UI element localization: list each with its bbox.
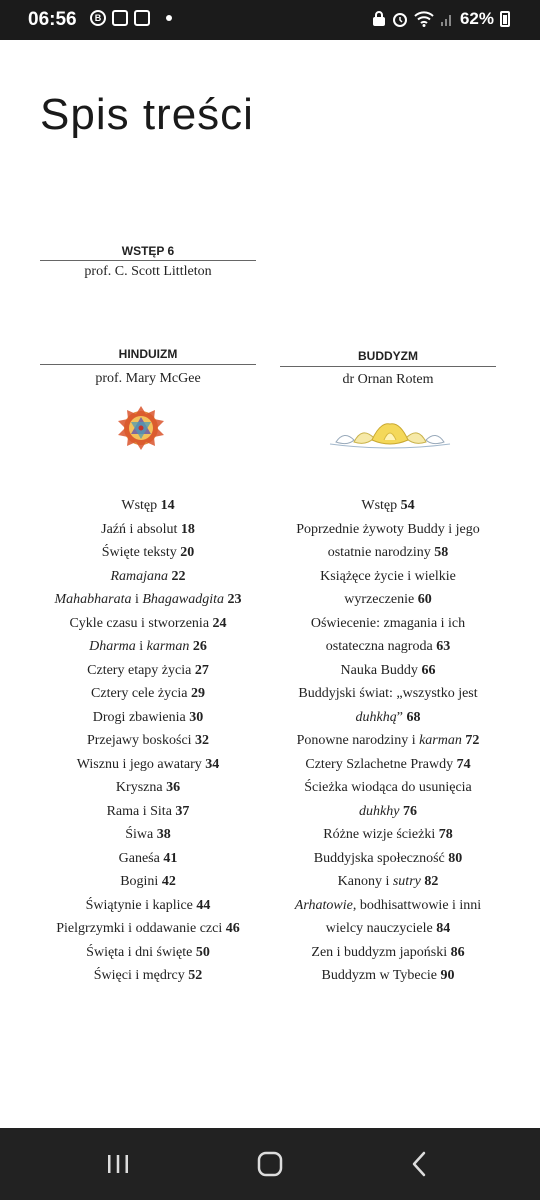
toc-entry xyxy=(268,565,508,589)
toc-entry-text: Rama i Sita xyxy=(106,803,176,819)
b-circle-icon: B xyxy=(90,10,106,26)
toc-page-number: 52 xyxy=(188,968,203,983)
toc-entry-text: Święte teksty xyxy=(101,545,181,560)
toc-entry xyxy=(30,753,266,777)
toc-entry-text: Przejawy boskości xyxy=(86,733,196,748)
toc-entry-text: ostatnie narodziny xyxy=(327,545,435,560)
toc-entry-text: karman xyxy=(146,639,190,654)
buddhism-heading: BUDDYZM xyxy=(358,349,418,363)
toc-entry xyxy=(30,917,266,941)
toc-entry xyxy=(30,706,266,730)
toc-entry xyxy=(268,494,508,518)
toc-page-number: 72 xyxy=(465,733,480,748)
buddhism-toc xyxy=(268,494,508,988)
toc-entry xyxy=(30,541,266,565)
hinduism-divider xyxy=(40,364,256,365)
toc-entry-text: duhkhą xyxy=(355,709,397,725)
toc-entry xyxy=(30,635,266,659)
toc-entry xyxy=(30,776,266,800)
toc-entry-text: wyrzeczenie xyxy=(344,592,418,607)
toc-entry-text: Buddyjski świat: „wszystko jest xyxy=(298,686,478,701)
toc-entry xyxy=(268,682,508,706)
toc-entry-text: Wstęp xyxy=(121,498,161,513)
back-icon[interactable] xyxy=(400,1146,440,1182)
system-icons xyxy=(372,9,510,29)
toc-entry xyxy=(30,565,266,589)
toc-entry-text: Śiwa xyxy=(125,827,157,842)
toc-entry xyxy=(30,588,266,612)
toc-entry-text: Buddyjska społeczność xyxy=(313,850,449,866)
toc-entry-text: Poprzednie żywoty Buddy i jego xyxy=(296,521,480,537)
toc-entry-text: Pielgrzymki i oddawanie czci xyxy=(56,921,226,936)
toc-entry-text: Książęce życie i wielkie xyxy=(320,568,456,584)
toc-entry-text: Wisznu i jego awatary xyxy=(76,756,206,772)
toc-entry-text: Ścieżka wiodąca do usunięcia xyxy=(304,780,472,795)
toc-entry-text: Kryszna xyxy=(115,780,167,795)
toc-page-number: 84 xyxy=(436,921,451,936)
toc-page-number: 18 xyxy=(180,521,195,537)
toc-entry-text: Różne wizje ścieżki xyxy=(323,827,439,842)
toc-entry xyxy=(268,541,508,565)
toc-page-number: 32 xyxy=(195,733,210,748)
hinduism-toc xyxy=(30,494,266,988)
page-title: Spis treści xyxy=(40,90,254,139)
image-icon xyxy=(112,10,128,26)
toc-entry-text: i xyxy=(131,592,143,607)
toc-page-number: 78 xyxy=(438,827,453,842)
intro-heading-label: WSTĘP xyxy=(121,244,165,258)
toc-entry-text: Ponowne narodziny i xyxy=(296,733,420,748)
hindu-mandala-icon xyxy=(110,404,172,452)
toc-entry xyxy=(268,612,508,636)
toc-entry-text: Mahabharata xyxy=(54,592,132,607)
toc-entry xyxy=(268,917,508,941)
toc-entry xyxy=(30,682,266,706)
toc-entry-text: Drogi zbawienia xyxy=(92,709,190,725)
status-time: 06:56 xyxy=(28,9,77,30)
toc-page-number: 30 xyxy=(189,709,204,725)
signal-icon xyxy=(440,11,454,27)
toc-entry-text: Bhagawadgita xyxy=(142,592,225,607)
alarm-icon xyxy=(392,11,408,27)
toc-entry-text: Świątynie i kaplice xyxy=(85,897,197,913)
notification-icons xyxy=(90,10,172,26)
intro-heading-page: 6 xyxy=(167,244,175,258)
toc-entry xyxy=(268,518,508,542)
navigation-bar xyxy=(0,1128,540,1200)
toc-entry-text: Kanony i xyxy=(337,874,393,889)
toc-page-number: 22 xyxy=(171,568,186,584)
toc-page-number: 20 xyxy=(180,545,195,560)
toc-entry xyxy=(268,800,508,824)
toc-entry xyxy=(268,941,508,965)
status-bar xyxy=(0,0,540,40)
toc-entry-text: Buddyzm w Tybecie xyxy=(321,968,441,983)
toc-entry-text: duhkhy xyxy=(359,803,400,819)
toc-page-number: 44 xyxy=(196,897,211,913)
buddhism-divider xyxy=(280,366,496,367)
toc-entry xyxy=(30,518,266,542)
toc-page-number: 34 xyxy=(205,756,220,772)
toc-entry-text: ” xyxy=(396,709,407,725)
toc-entry-text: Ramajana xyxy=(110,568,169,584)
toc-entry xyxy=(268,964,508,988)
toc-page-number: 50 xyxy=(195,944,210,960)
toc-page-number: 14 xyxy=(160,498,175,513)
toc-page-number: 27 xyxy=(194,662,209,678)
toc-entry-text: , bodhisattwowie i inni xyxy=(352,897,482,913)
toc-entry xyxy=(268,870,508,894)
toc-entry xyxy=(268,847,508,871)
toc-page-number: 29 xyxy=(190,686,205,701)
toc-entry-text: Dharma xyxy=(89,639,136,654)
toc-entry-text: Arhatowie xyxy=(294,897,353,913)
toc-entry-text: Wstęp xyxy=(361,498,401,513)
toc-entry-text: Jaźń i absolut xyxy=(101,521,181,537)
recent-apps-icon[interactable] xyxy=(98,1146,138,1182)
lock-icon xyxy=(372,11,386,27)
toc-entry xyxy=(30,941,266,965)
toc-entry xyxy=(268,588,508,612)
toc-entry xyxy=(30,612,266,636)
hinduism-heading: HINDUIZM xyxy=(118,347,178,361)
toc-page-number: 76 xyxy=(402,803,417,819)
toc-entry xyxy=(268,894,508,918)
book-page xyxy=(0,40,540,1128)
toc-entry-text: ostateczna nagroda xyxy=(325,639,437,654)
toc-entry-text: Bogini xyxy=(120,874,162,889)
toc-entry xyxy=(268,776,508,800)
toc-page-number: 68 xyxy=(406,709,421,725)
toc-entry xyxy=(30,870,266,894)
toc-entry-text: Święta i dni święte xyxy=(86,944,196,960)
home-icon[interactable] xyxy=(250,1146,290,1182)
hinduism-author: prof. Mary McGee xyxy=(95,371,201,386)
toc-entry xyxy=(30,800,266,824)
dot-icon xyxy=(166,15,172,21)
toc-entry-text: karman xyxy=(419,733,462,748)
toc-page-number: 41 xyxy=(163,850,178,866)
toc-page-number: 26 xyxy=(192,639,207,654)
toc-entry-text: Nauka Buddy xyxy=(340,662,422,678)
wifi-icon xyxy=(414,11,434,27)
toc-entry xyxy=(30,847,266,871)
toc-entry xyxy=(268,635,508,659)
toc-page-number: 23 xyxy=(227,592,242,607)
toc-entry xyxy=(30,964,266,988)
toc-entry-text: wielcy nauczyciele xyxy=(325,921,437,936)
toc-page-number: 24 xyxy=(212,615,227,631)
toc-entry xyxy=(30,823,266,847)
toc-entry-text: sutry xyxy=(392,874,421,889)
toc-entry xyxy=(268,729,508,753)
buddhism-author: dr Ornan Rotem xyxy=(342,372,434,387)
toc-entry-text: Cykle czasu i stworzenia xyxy=(69,615,213,631)
toc-page-number: 58 xyxy=(434,545,449,560)
toc-entry-text: Święci i mędrcy xyxy=(93,968,189,983)
toc-page-number: 54 xyxy=(400,498,415,513)
toc-entry xyxy=(30,494,266,518)
battery-percent: 62% xyxy=(459,9,494,28)
toc-entry-text: Oświecenie: zmagania i ich xyxy=(310,615,466,631)
toc-entry xyxy=(30,659,266,683)
toc-page-number: 36 xyxy=(166,780,181,795)
intro-author: prof. C. Scott Littleton xyxy=(84,264,212,279)
toc-entry-text: Cztery cele życia xyxy=(91,686,191,701)
toc-entry-text: Cztery etapy życia xyxy=(87,662,195,678)
toc-page-number: 42 xyxy=(161,874,176,889)
toc-page-number: 46 xyxy=(225,921,240,936)
toc-entry xyxy=(30,894,266,918)
toc-page-number: 90 xyxy=(440,968,455,983)
toc-entry-text: Ganeśa xyxy=(118,850,164,866)
toc-page-number: 38 xyxy=(156,827,171,842)
toc-page-number: 74 xyxy=(456,756,471,772)
intro-heading xyxy=(40,244,256,258)
toc-entry xyxy=(268,659,508,683)
toc-entry-text: i xyxy=(135,639,147,654)
instagram-icon xyxy=(134,10,150,26)
toc-page-number: 86 xyxy=(450,944,465,960)
battery-icon xyxy=(500,11,510,27)
toc-page-number: 37 xyxy=(175,803,190,819)
intro-divider xyxy=(40,260,256,261)
toc-entry xyxy=(30,729,266,753)
toc-entry xyxy=(268,823,508,847)
toc-entry xyxy=(268,753,508,777)
toc-entry-text: Zen i buddyzm japoński xyxy=(311,944,451,960)
toc-page-number: 66 xyxy=(421,662,436,678)
toc-page-number: 60 xyxy=(417,592,432,607)
toc-page-number: 63 xyxy=(436,639,451,654)
toc-entry-text: Cztery Szlachetne Prawdy xyxy=(305,756,457,772)
toc-page-number: 82 xyxy=(424,874,439,889)
toc-entry xyxy=(268,706,508,730)
lotus-icon xyxy=(326,420,454,456)
toc-page-number: 80 xyxy=(448,850,463,866)
